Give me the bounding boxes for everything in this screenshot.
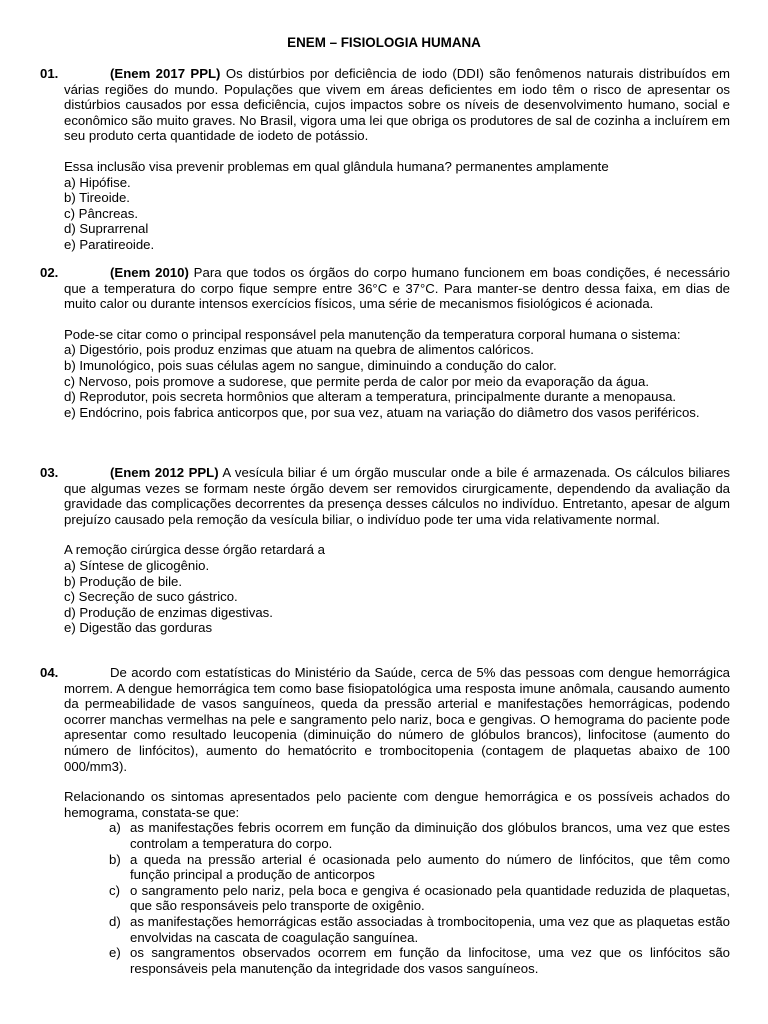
- question-number: 02.: [40, 265, 59, 280]
- option-d: [64, 914, 730, 945]
- question-number: 04.: [40, 665, 59, 680]
- question-text: Os distúrbios por deficiência de iodo (DDI) são fenômenos naturais distribuídos em várias regiões do mundo. Populações que vivem em áreas deficientes em iodo têm o risco de apresentar os distúrbios causados por essa deficiência, cujos impactos sobre os níveis de desenvolvimento humano, social e econômico são muito graves. No Brasil, vigora uma lei que obriga os produtores de sal de cozinha a incluírem em seu produto certa quantidade de iodeto de potássio.: [64, 66, 730, 144]
- question-01: [40, 66, 730, 253]
- option-a: a) Síntese de glicogênio.: [64, 557, 210, 573]
- option-b: b) Imunológico, pois suas células agem no sangue, diminuindo a condução do calor.: [64, 357, 557, 373]
- option-label: b): [109, 851, 121, 867]
- question-source: (Enem 2012 PPL): [110, 465, 219, 480]
- question-prompt: Pode-se citar como o principal responsável pela manutenção da temperatura corporal humana o sistema:: [64, 326, 681, 342]
- option-list: [64, 820, 730, 976]
- option-d: d) Produção de enzimas digestivas.: [64, 604, 273, 620]
- option-e: [64, 945, 730, 976]
- option-d: d) Reprodutor, pois secreta hormônios que alteram a temperatura, principalmente durante a menopausa.: [64, 389, 677, 405]
- question-source: (Enem 2010): [110, 265, 189, 280]
- question-text: A vesícula biliar é um órgão muscular onde a bile é armazenada. Os cálculos biliares que algumas vezes se formam neste órgão devem ser removidos cirurgicamente, dependendo da avaliação da gravidade das complicações decorrentes da presença desses cálculos no indivíduo. Entretanto, apesar de algum prejuízo causado pela remoção da vesícula biliar, o indivíduo pode ter uma vida relativamente normal.: [64, 465, 730, 527]
- question-text: De acordo com estatísticas do Ministério da Saúde, cerca de 5% das pessoas com dengue hemorrágica morrem. A dengue hemorrágica tem como base fisiopatológica uma resposta imune anômala, causando aumento da permeabilidade de vasos sanguíneos, queda da pressão arterial e manifestações hemorrágicas, podendo ocorrer manchas vermelhas na pele e sangramento pelo nariz, boca e gengivas. O hemograma do paciente pode apresentar como resultado leucopenia (diminuição do número de glóbulos brancos), linfocitose (aumento do número de linfócitos), aumento do hematócrito e trombocitopenia (contagem de plaquetas abaixo de 100: [64, 665, 730, 758]
- option-label: d): [109, 913, 121, 929]
- question-statement: [64, 265, 730, 312]
- option-e: e) Paratireoide.: [64, 236, 155, 252]
- option-b: [64, 852, 730, 883]
- question-04: [40, 665, 730, 976]
- question-number: 01.: [40, 66, 59, 81]
- option-e: e) Endócrino, pois fabrica anticorpos que, por sua vez, atuam na variação do diâmetro dos vasos periféricos.: [64, 404, 700, 420]
- option-c: [64, 883, 730, 914]
- option-label: e): [109, 945, 121, 961]
- option-text: as manifestações hemorrágicas estão associadas à trombocitopenia, uma vez que as plaquetas estão envolvidas na cascata de coagulação sanguínea.: [130, 913, 730, 945]
- option-a: a) Digestório, pois produz enzimas que atuam na quebra de alimentos calóricos.: [64, 342, 534, 358]
- question-prompt: A remoção cirúrgica desse órgão retardará a: [64, 542, 325, 558]
- question-statement: [64, 66, 730, 144]
- option-text: os sangramentos observados ocorrem em função da linfocitose, uma vez que os linfócitos são responsáveis pela manutenção da integridade dos vasos sanguíneos.: [130, 945, 730, 976]
- option-b: b) Tireoide.: [64, 190, 130, 206]
- question-text-end: 000/mm3).: [64, 758, 128, 774]
- question-number: 03.: [40, 465, 59, 480]
- option-text: a queda na pressão arterial é ocasionada pelo aumento do número de linfócitos, que têm como função principal a produção de anticorpos: [130, 851, 730, 883]
- option-b: b) Produção de bile.: [64, 573, 183, 589]
- option-e: e) Digestão das gorduras: [64, 620, 213, 636]
- option-text: o sangramento pelo nariz, pela boca e gengiva é ocasionado pela quantidade reduzida de plaquetas, que são responsáveis pelo transporte de oxigênio.: [130, 882, 730, 914]
- question-statement: [64, 465, 730, 527]
- option-c: c) Secreção de suco gástrico.: [64, 589, 238, 605]
- option-label: c): [109, 882, 120, 898]
- question-prompt: Relacionando os sintomas apresentados pelo paciente com dengue hemorrágica e os possíveis achados do hemograma, constata-se que:: [64, 789, 730, 820]
- option-d: d) Suprarrenal: [64, 221, 149, 237]
- question-02: [40, 265, 730, 420]
- page-title: ENEM – FISIOLOGIA HUMANA: [287, 35, 481, 50]
- option-c: c) Pâncreas.: [64, 205, 139, 221]
- option-c: c) Nervoso, pois promove a sudorese, que permite perda de calor por meio da evaporação da água.: [64, 373, 649, 389]
- question-source: (Enem 2017 PPL): [110, 66, 221, 81]
- option-text: as manifestações febris ocorrem em função da diminuição dos glóbulos brancos, uma vez que estes controlam a temperatura do corpo.: [130, 820, 730, 851]
- question-03: [40, 465, 730, 636]
- option-a: [64, 820, 730, 851]
- option-a: a) Hipófise.: [64, 174, 131, 190]
- question-text: Para que todos os órgãos do corpo humano funcionem em boas condições, é necessário que a temperatura do corpo fique sempre entre 36°C e 37°C. Para manter-se dentro dessa faixa, em dias de muito calor ou durante intensos exercícios físicos, uma série de mecanismos fisiológicos é acionada.: [64, 265, 730, 312]
- option-label: a): [109, 820, 121, 836]
- question-prompt: Essa inclusão visa prevenir problemas em qual glândula humana? permanentes amplamente: [64, 158, 609, 174]
